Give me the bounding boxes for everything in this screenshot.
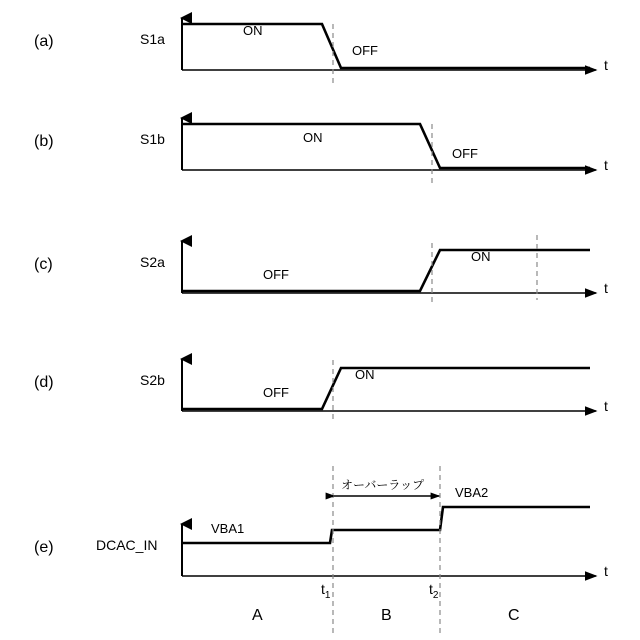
state-label-b-off: OFF	[452, 146, 478, 161]
signal-name-s2a: S2a	[140, 254, 165, 270]
state-label-b-on: ON	[303, 130, 323, 145]
axis-label-e: t	[604, 563, 608, 579]
state-label-d-off: OFF	[263, 385, 289, 400]
time-mark-t1-base: t	[321, 581, 325, 597]
state-label-a-off: OFF	[352, 43, 378, 58]
panel-letter-a: (a)	[34, 33, 54, 50]
state-label-c-on: ON	[471, 249, 491, 264]
signal-name-s1a: S1a	[140, 31, 165, 47]
panel-letter-c: (c)	[34, 256, 53, 273]
panel-c-plot	[182, 241, 596, 293]
state-label-e-vba1: VBA1	[211, 521, 245, 536]
state-label-e-vba2: VBA2	[455, 485, 489, 500]
axis-label-c: t	[604, 280, 608, 296]
time-mark-t2	[429, 581, 438, 601]
overlap-label: オーバーラップ	[341, 478, 425, 492]
panel-b-plot	[182, 118, 596, 170]
signal-name-dcac-in: DCAC_IN	[96, 537, 158, 553]
phase-label-c: C	[508, 607, 520, 624]
axis-label-b: t	[604, 157, 608, 173]
panel-d-plot	[182, 359, 596, 411]
time-mark-t2-base: t	[429, 581, 433, 597]
state-label-d-on: ON	[355, 367, 375, 382]
panel-letter-b: (b)	[34, 133, 54, 150]
state-label-a-on: ON	[243, 23, 263, 38]
phase-label-b: B	[381, 607, 392, 624]
dashed-guides	[333, 24, 537, 636]
time-mark-t1-sub: 1	[324, 589, 331, 601]
panel-letter-e: (e)	[34, 539, 54, 556]
time-mark-t2-sub: 2	[432, 589, 439, 601]
time-mark-t1	[321, 581, 330, 601]
signal-name-s2b: S2b	[140, 372, 165, 388]
signal-name-s1b: S1b	[140, 131, 165, 147]
panel-letter-d: (d)	[34, 374, 54, 391]
axis-label-a: t	[604, 57, 608, 73]
axis-label-d: t	[604, 398, 608, 414]
panel-e-plot	[182, 507, 596, 576]
phase-label-a: A	[252, 607, 263, 624]
state-label-c-off: OFF	[263, 267, 289, 282]
